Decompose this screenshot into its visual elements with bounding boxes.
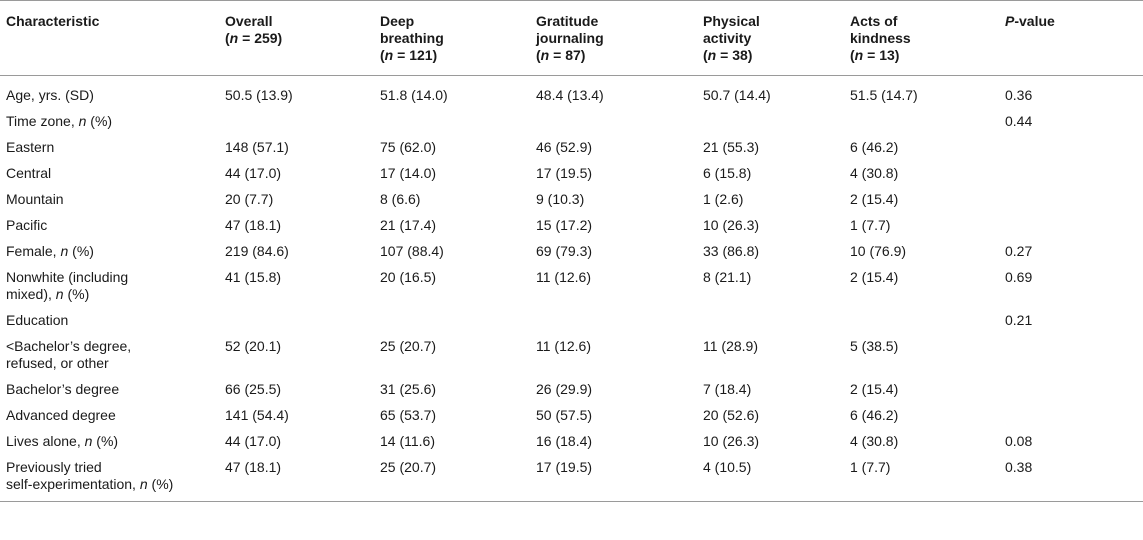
row-label [0, 108, 219, 134]
text-fragment: Characteristic [6, 13, 100, 29]
text-fragment: = 121) [393, 47, 438, 63]
text-fragment: breathing [380, 30, 444, 46]
header-acts-of-kindness [844, 1, 999, 76]
text-fragment: Nonwhite (including [6, 269, 129, 285]
table-row [0, 108, 1143, 134]
table-row [0, 160, 1143, 186]
italic-text: n [84, 433, 93, 449]
table-row [0, 402, 1143, 428]
cell-deep-breathing: 20 (16.5) [380, 269, 437, 285]
header-p-value [999, 1, 1143, 76]
cell-physical-activity: 4 (10.5) [697, 454, 844, 502]
table-row [0, 428, 1143, 454]
cell-overall [219, 108, 374, 134]
header-characteristic [0, 1, 219, 76]
cell-deep-breathing: 75 (62.0) [380, 139, 437, 155]
cell-gratitude-journaling: 16 (18.4) [536, 433, 593, 449]
cell-p-value [999, 160, 1143, 186]
text-fragment: Deep [380, 13, 415, 29]
cell-gratitude-journaling: 50 (57.5) [536, 407, 593, 423]
cell-overall [219, 307, 374, 333]
cell-overall: 47 (18.1) [225, 217, 282, 233]
cell-deep-breathing [374, 108, 530, 134]
cell-acts-of-kindness: 2 (15.4) [850, 381, 899, 397]
cell-p-value: 0.44 [1005, 113, 1033, 129]
text-fragment: Eastern [6, 139, 55, 155]
italic-text: n [229, 30, 239, 46]
text-fragment: Gratitude [536, 13, 599, 29]
cell-overall: 148 (57.1) [225, 139, 289, 155]
row-label [0, 333, 219, 376]
text-fragment: Acts of [850, 13, 898, 29]
cell-physical-activity: 10 (26.3) [703, 433, 760, 449]
italic-text: n [707, 47, 717, 63]
cell-overall: 52 (20.1) [225, 338, 282, 354]
cell-p-value [999, 376, 1143, 402]
cell-overall: 47 (18.1) [219, 454, 374, 502]
cell-gratitude-journaling [530, 307, 697, 333]
row-label [0, 76, 219, 109]
cell-p-value: 0.27 [1005, 243, 1033, 259]
cell-gratitude-journaling: 15 (17.2) [536, 217, 593, 233]
table-row [0, 212, 1143, 238]
cell-p-value [999, 333, 1143, 376]
cell-gratitude-journaling: 46 (52.9) [536, 139, 593, 155]
text-fragment: Pacific [6, 217, 48, 233]
text-fragment: (%) [86, 113, 113, 129]
cell-deep-breathing: 21 (17.4) [380, 217, 437, 233]
cell-gratitude-journaling: 69 (79.3) [536, 243, 593, 259]
cell-physical-activity: 50.7 (14.4) [703, 87, 771, 103]
cell-deep-breathing: 14 (11.6) [380, 433, 435, 449]
cell-deep-breathing [374, 307, 530, 333]
header-row [0, 1, 1143, 76]
text-fragment: (%) [92, 433, 119, 449]
cell-deep-breathing: 8 (6.6) [380, 191, 421, 207]
cell-overall: 20 (7.7) [225, 191, 274, 207]
cell-acts-of-kindness [844, 307, 999, 333]
header-physical-activity [697, 1, 844, 76]
cell-acts-of-kindness: 5 (38.5) [850, 338, 899, 354]
text-fragment: ( [225, 30, 230, 46]
text-fragment: (%) [63, 286, 90, 302]
cell-p-value [999, 212, 1143, 238]
cell-gratitude-journaling: 9 (10.3) [536, 191, 585, 207]
cell-acts-of-kindness: 1 (7.7) [844, 454, 999, 502]
table-row [0, 76, 1143, 109]
text-fragment: Bachelor’s degree [6, 381, 120, 397]
text-fragment: Central [6, 165, 52, 181]
cell-deep-breathing: 17 (14.0) [380, 165, 437, 181]
cell-gratitude-journaling [530, 108, 697, 134]
cell-deep-breathing: 65 (53.7) [380, 407, 437, 423]
italic-text: n [384, 47, 394, 63]
cell-physical-activity [697, 307, 844, 333]
text-fragment: = 259) [238, 30, 283, 46]
row-label [0, 186, 219, 212]
cell-p-value [999, 186, 1143, 212]
text-fragment: = 38) [716, 47, 753, 63]
text-fragment: Lives alone, [6, 433, 85, 449]
table-row [0, 134, 1143, 160]
text-fragment: Education [6, 312, 69, 328]
cell-acts-of-kindness: 2 (15.4) [850, 269, 899, 285]
cell-gratitude-journaling: 17 (19.5) [536, 165, 593, 181]
italic-text: n [60, 243, 69, 259]
cell-physical-activity: 21 (55.3) [703, 139, 760, 155]
cell-acts-of-kindness: 2 (15.4) [850, 191, 899, 207]
italic-text: n [55, 286, 64, 302]
text-fragment: Time zone, [6, 113, 79, 129]
cell-overall: 44 (17.0) [225, 165, 282, 181]
cell-acts-of-kindness: 6 (46.2) [850, 139, 899, 155]
table-header [0, 1, 1143, 76]
text-fragment: Physical [703, 13, 760, 29]
text-fragment: (%) [68, 243, 94, 259]
italic-text: n [139, 476, 148, 492]
cell-physical-activity: 1 (2.6) [703, 191, 744, 207]
table-row [0, 454, 1143, 502]
text-fragment: Age, yrs. (SD) [6, 87, 94, 103]
cell-acts-of-kindness: 6 (46.2) [850, 407, 899, 423]
row-label [0, 307, 219, 333]
table-row [0, 333, 1143, 376]
cell-overall: 219 (84.6) [225, 243, 289, 259]
row-label [0, 264, 219, 307]
text-fragment: Mountain [6, 191, 64, 207]
row-label [0, 376, 219, 402]
text-fragment: <Bachelor’s degree, [6, 338, 132, 354]
header-deep-breathing [374, 1, 530, 76]
cell-physical-activity: 33 (86.8) [703, 243, 760, 259]
cell-deep-breathing: 31 (25.6) [380, 381, 437, 397]
cell-gratitude-journaling: 11 (12.6) [536, 338, 591, 354]
text-fragment: mixed), [6, 286, 56, 302]
cell-deep-breathing: 25 (20.7) [380, 338, 437, 354]
cell-p-value: 0.36 [1005, 87, 1033, 103]
text-fragment: = 87) [549, 47, 586, 63]
text-fragment: journaling [536, 30, 604, 46]
text-fragment: self-experimentation, [6, 476, 140, 492]
row-label [0, 402, 219, 428]
cell-acts-of-kindness: 4 (30.8) [850, 433, 899, 449]
cell-physical-activity: 7 (18.4) [703, 381, 752, 397]
cell-p-value: 0.08 [1005, 433, 1033, 449]
cell-deep-breathing: 25 (20.7) [374, 454, 530, 502]
cell-deep-breathing: 107 (88.4) [380, 243, 444, 259]
cell-physical-activity: 11 (28.9) [703, 338, 758, 354]
cell-overall: 66 (25.5) [225, 381, 282, 397]
cell-p-value [999, 134, 1143, 160]
header-gratitude-journaling [530, 1, 697, 76]
cell-physical-activity [697, 108, 844, 134]
cell-gratitude-journaling: 17 (19.5) [530, 454, 697, 502]
cell-physical-activity: 8 (21.1) [703, 269, 752, 285]
text-fragment: -value [1014, 13, 1055, 29]
table-row [0, 307, 1143, 333]
row-label [0, 212, 219, 238]
text-fragment: kindness [850, 30, 911, 46]
table-row [0, 264, 1143, 307]
text-fragment: ( [536, 47, 541, 63]
cell-p-value [999, 402, 1143, 428]
cell-p-value: 0.21 [1005, 312, 1033, 328]
row-label [0, 160, 219, 186]
italic-text: P [1005, 13, 1015, 29]
text-fragment: ( [380, 47, 385, 63]
cell-gratitude-journaling: 26 (29.9) [536, 381, 593, 397]
italic-text: n [540, 47, 550, 63]
text-fragment: Female, [6, 243, 61, 259]
row-label [0, 454, 219, 502]
cell-physical-activity: 20 (52.6) [703, 407, 760, 423]
row-label [0, 428, 219, 454]
row-label [0, 134, 219, 160]
cell-acts-of-kindness: 1 (7.7) [850, 217, 891, 233]
text-fragment: Previously tried [6, 459, 102, 475]
cell-p-value: 0.38 [999, 454, 1143, 502]
cell-acts-of-kindness: 51.5 (14.7) [850, 87, 918, 103]
cell-gratitude-journaling: 11 (12.6) [536, 269, 591, 285]
row-label [0, 238, 219, 264]
cell-overall: 50.5 (13.9) [225, 87, 293, 103]
cell-p-value: 0.69 [1005, 269, 1033, 285]
cell-gratitude-journaling: 48.4 (13.4) [536, 87, 604, 103]
text-fragment: = 13) [863, 47, 900, 63]
text-fragment: (%) [147, 476, 174, 492]
table-body [0, 76, 1143, 502]
cell-acts-of-kindness: 10 (76.9) [850, 243, 907, 259]
text-fragment: refused, or other [6, 355, 109, 371]
cell-overall: 141 (54.4) [225, 407, 289, 423]
table-row [0, 186, 1143, 212]
cell-overall: 41 (15.8) [225, 269, 282, 285]
cell-physical-activity: 6 (15.8) [703, 165, 752, 181]
table-row [0, 238, 1143, 264]
table-row [0, 376, 1143, 402]
text-fragment: ( [703, 47, 708, 63]
text-fragment: ( [850, 47, 855, 63]
text-fragment: Advanced degree [6, 407, 116, 423]
text-fragment: Overall [225, 13, 273, 29]
text-fragment: activity [703, 30, 752, 46]
header-overall [219, 1, 374, 76]
italic-text: n [78, 113, 87, 129]
cell-acts-of-kindness: 4 (30.8) [850, 165, 899, 181]
cell-physical-activity: 10 (26.3) [703, 217, 760, 233]
cell-overall: 44 (17.0) [225, 433, 282, 449]
cell-acts-of-kindness [844, 108, 999, 134]
cell-deep-breathing: 51.8 (14.0) [380, 87, 448, 103]
italic-text: n [854, 47, 864, 63]
